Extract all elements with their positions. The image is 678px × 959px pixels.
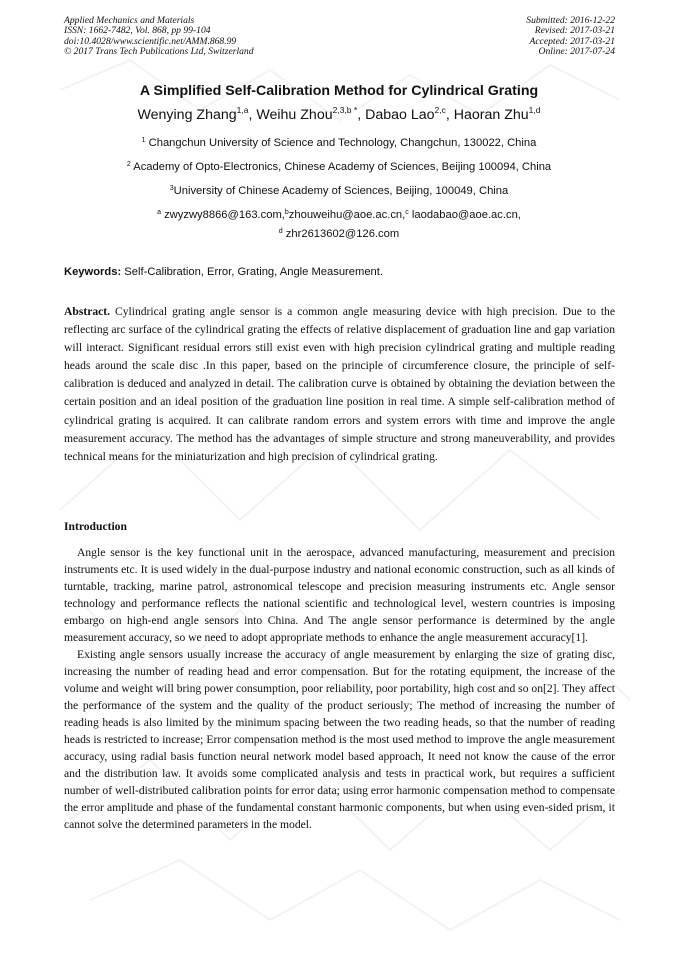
affiliation-marker: 2 [126,161,131,168]
author-separator: , [357,107,366,123]
keywords [64,266,383,278]
keywords-text: Self-Calibration, Error, Grating, Angle Measurement. [121,266,383,278]
email-line-1 [0,209,678,221]
affiliation-text: University of Chinese Academy of Sciences, Beijing, 100049, China [173,185,509,197]
email-marker: d [278,228,283,235]
affiliation-3 [0,185,678,197]
author-affiliation-marker: 2,3,b * [332,105,358,115]
paragraph: Existing angle sensors usually increase the accuracy of angle measurement by enlarging the size of grating disc, increasing the number of reading head and error compensation. But for the rotating equipment, the increase of the volume and weight will bring power consumption, poor reliability, poor portability, high cost and so on[2]. They affect the performance of the system and the quality of the product seriously; The method of increasing the number of reading heads is also limited by the minimum spacing between the two reading heads, so that the number of reading heads is restricted to increase; Error compensation method is the most used method to improve the angle measurement accuracy, using radial basis function neural network model based approach, It need not know the cause of the error and the distribution law. It avoids some complicated analysis and tests in practical work, but requires a sufficient number of well-distributed calibration points for error data; using error harmonic compensation method to compensate the error amplitude and phase of the fundamental constant harmonic components, but when using even-sided prism, it cannot solve the determined parameters in the model. [64,648,615,831]
author-name: Weihu Zhou [256,107,333,123]
journal-name: Applied Mechanics and Materials [64,15,195,26]
author-separator: , [445,107,454,123]
author-list [0,107,678,123]
paper-title: A Simplified Self-Calibration Method for Cylindrical Grating [139,83,539,99]
email-address[interactable]: laodabao@aoe.ac.cn, [408,209,521,221]
affiliation-1 [0,137,678,149]
issn-volume: ISSN: 1662-7482, Vol. 868, pp 99-104 [64,25,211,37]
affiliation-marker: 1 [141,137,146,144]
email-address[interactable]: zhouweihu@aoe.ac.cn, [288,209,406,221]
author-affiliation-marker: 1,a [236,105,249,115]
introduction-body [64,544,615,833]
affiliation-text: Changchun University of Science and Technology, Changchun, 130022, China [145,137,537,149]
affiliation-2 [0,161,678,173]
section-heading: Introduction [64,520,127,533]
author-separator: , [248,107,257,123]
email-address[interactable]: zwyzwy8866@163.com, [160,209,285,221]
affiliation-text: Academy of Opto-Electronics, Chinese Academy of Sciences, Beijing 100094, China [130,161,552,173]
doi: doi:10.4028/www.scientific.net/AMM.868.99 [64,35,237,47]
accepted-date: Accepted: 2017-03-21 [529,35,615,47]
author-affiliation-marker: 2,c [434,105,446,115]
abstract-text: Cylindrical grating angle sensor is a common angle measuring device with high precision. Due to the reflecting arc surface of the cylindrical grating the effects of relative displacement of graduation line and gap variation will interact. Significant residual errors still exist even with high precision cylindrical grating and multiple reading heads around the scale disc .In this paper, based on the principle of circumference closure, the principle of self-calibration is deduced and analyzed in detail. The calibration curve is obtained by obtaining the deviation between the certain position and an ideal position of the graduation line position in real time. A simple self-calibration method of cylindrical grating is acquired. It can calibrate random errors and system errors with time and improve the angle measurement accuracy. The method has the advantages of simple structure and strong maneuverability, and provides technical means for the miniaturization and high precision of cylindrical grating. [64,305,615,463]
submitted-date: Submitted: 2016-12-22 [526,15,615,26]
paragraph: Angle sensor is the key functional unit in the aerospace, advanced manufacturing, measurement and precision instruments etc. It is used widely in the dual-purpose industry and national economic construction, such as all kinds of turntable, tracking, marine patrol, astronomical telescope and precision measuring instruments etc. Angle sensor technology and performance reflects the national scientific and technological level, western countries is imposing embargo on high-end angle sensors into China. And The angle sensor performance is determined by the angle measurement accuracy, so we need to adopt appropriate methods to enhance the angle measurement accuracy[1]. [64,546,615,644]
email-marker: c [405,209,409,216]
revised-date: Revised: 2017-03-21 [534,25,615,37]
submission-dates [526,16,615,58]
author-affiliation-marker: 1,d [528,105,541,115]
abstract [64,303,615,466]
author-name: Wenying Zhang [137,107,237,123]
keywords-label: Keywords: [64,266,122,278]
email-marker: a [157,209,161,216]
journal-info [64,16,254,58]
abstract-label: Abstract. [64,305,111,318]
email-marker: b [284,209,289,216]
affiliation-marker: 3 [169,185,174,192]
copyright: © 2017 Trans Tech Publications Ltd, Switzerland [64,46,254,58]
author-name: Haoran Zhu [453,107,529,123]
author-name: Dabao Lao [365,107,435,123]
email-line-2 [0,228,678,240]
email-address[interactable]: zhr2613602@126.com [282,228,400,240]
online-date: Online: 2017-07-24 [538,46,615,58]
